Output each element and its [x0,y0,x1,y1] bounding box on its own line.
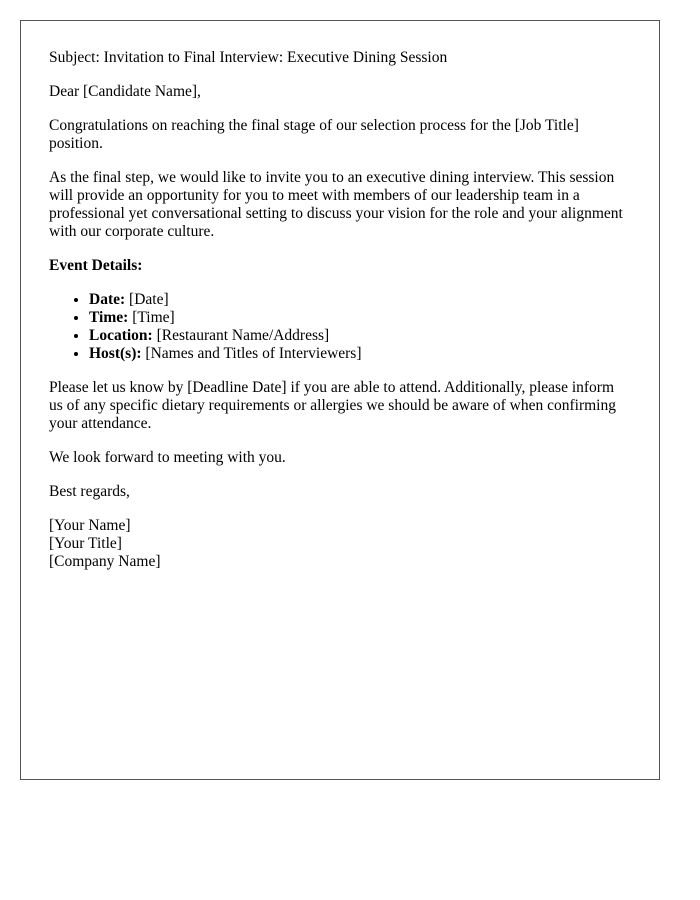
signature-company: [Company Name] [49,553,161,570]
letter-container [20,20,660,780]
event-detail-hosts [89,345,631,363]
salutation: Dear [Candidate Name], [49,83,201,100]
signature-title: [Your Title] [49,535,122,552]
closing-line: We look forward to meeting with you. [49,449,286,466]
subject-line: Subject: Invitation to Final Interview: Executive Dining Session [49,49,448,66]
event-detail-label: Date: [89,291,126,308]
sign-off: Best regards, [49,483,130,500]
event-detail-time [89,309,631,327]
paragraph-congratulations: Congratulations on reaching the final stage of our selection process for the [Job Title] position. [49,117,579,152]
event-detail-value: [Time] [128,309,175,326]
event-details-heading: Event Details: [49,257,143,274]
event-detail-location [89,327,631,345]
paragraph-rsvp: Please let us know by [Deadline Date] if you are able to attend. Additionally, please inform us of any specific dietary requirements or allergies we should be aware of when confirming your attendance. [49,379,616,432]
paragraph-invitation: As the final step, we would like to invite you to an executive dining interview. This session will provide an opportunity for you to meet with members of our leadership team in a professional yet conversational setting to discuss your vision for the role and your alignment with our corporate culture. [49,169,623,240]
event-detail-value: [Restaurant Name/Address] [152,327,330,344]
event-detail-date [89,291,631,309]
event-detail-label: Time: [89,309,129,326]
event-details-list [49,291,631,363]
event-detail-value: [Names and Titles of Interviewers] [141,345,362,362]
event-detail-label: Location: [89,327,153,344]
event-detail-label: Host(s): [89,345,142,362]
signature-block [49,517,631,571]
signature-name: [Your Name] [49,517,131,534]
event-detail-value: [Date] [125,291,169,308]
